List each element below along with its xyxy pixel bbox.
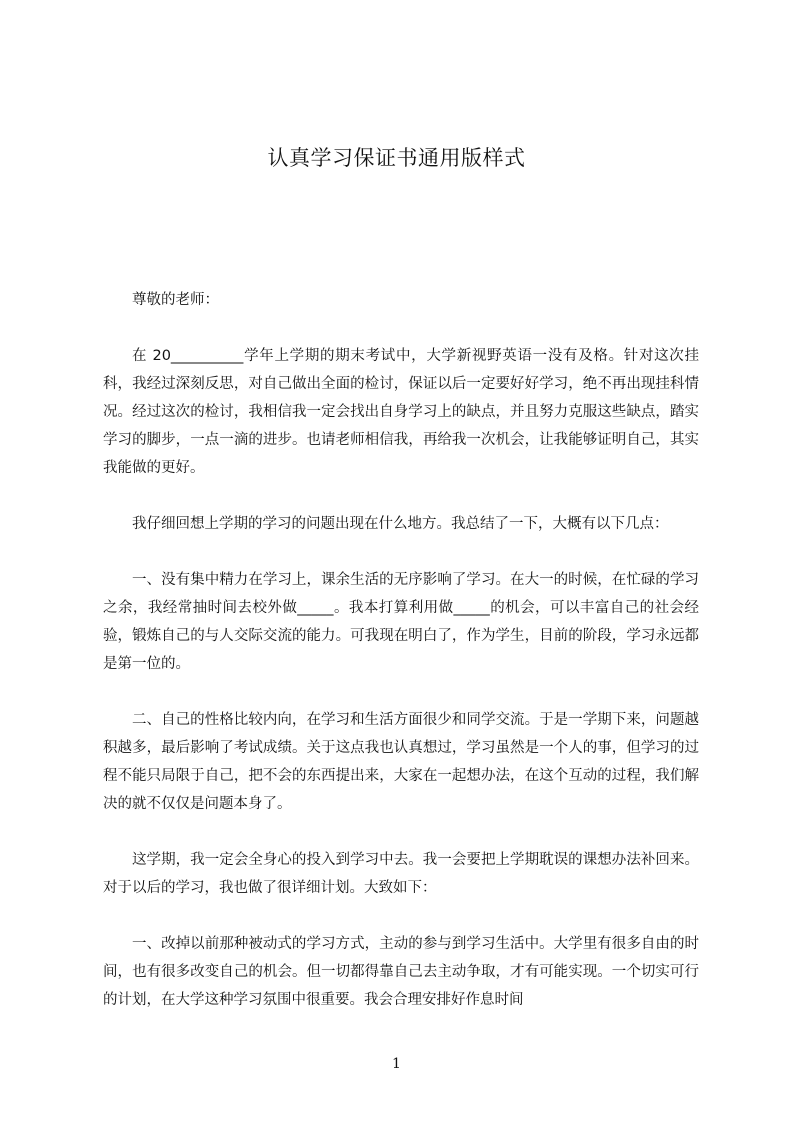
salutation: 尊敬的老师： bbox=[132, 292, 219, 308]
document-body bbox=[103, 286, 699, 1042]
paragraph-point-two: 二、自己的性格比较内向，在学习和生活方面很少和同学交流。于是一学期下来，问题越积越多，最后影响了考试成绩。关于这点我也认真想过，学习虽然是一个人的事，但学习的过程不能只局限于自己，把不会的东西提出来，大家在一起想办法，在这个互动的过程，我们解决的就不仅仅是问题本身了。 bbox=[103, 712, 699, 812]
document-title: 认真学习保证书通用版样式 bbox=[267, 146, 526, 170]
page-number: 1 bbox=[392, 1056, 401, 1072]
paragraph-plan-intro: 这学期，我一定会全身心的投入到学习中去。我一会要把上学期耽误的课想办法补回来。对于以后的学习，我也做了很详细计划。大致如下： bbox=[103, 852, 699, 896]
paragraph-reflection-intro: 我仔细回想上学期的学习的问题出现在什么地方。我总结了一下，大概有以下几点： bbox=[132, 516, 669, 532]
paragraph-plan-one: 一、改掉以前那种被动式的学习方式，主动的参与到学习生活中。大学里有很多自由的时间，也有很多改变自己的机会。但一切都得靠自己去主动争取，才有可能实现。一个切实可行的计划，在大学这种学习氛围中很重要。我会合理安排好作息时间 bbox=[103, 936, 699, 1008]
paragraph-exam-failure: 在 20__________学年上学期的期末考试中，大学新视野英语一没有及格。针对这次挂科，我经过深刻反思，对自己做出全面的检讨，保证以后一定要好好学习，绝不再出现挂科情况。经过这次的检讨，我相信我一定会找出自身学习上的缺点，并且努力克服这些缺点，踏实学习的脚步，一点一滴的进步。也请老师相信我，再给我一次机会，让我能够证明自己，其实我能做的更好。 bbox=[103, 348, 699, 476]
paragraph-point-one: 一、没有集中精力在学习上，课余生活的无序影响了学习。在大一的时候，在忙碌的学习之余，我经常抽时间去校外做_____。我本打算利用做_____的机会，可以丰富自己的社会经验，锻炼自己的与人交际交流的能力。可我现在明白了，作为学生，目前的阶段，学习永远都是第一位的。 bbox=[103, 572, 699, 672]
